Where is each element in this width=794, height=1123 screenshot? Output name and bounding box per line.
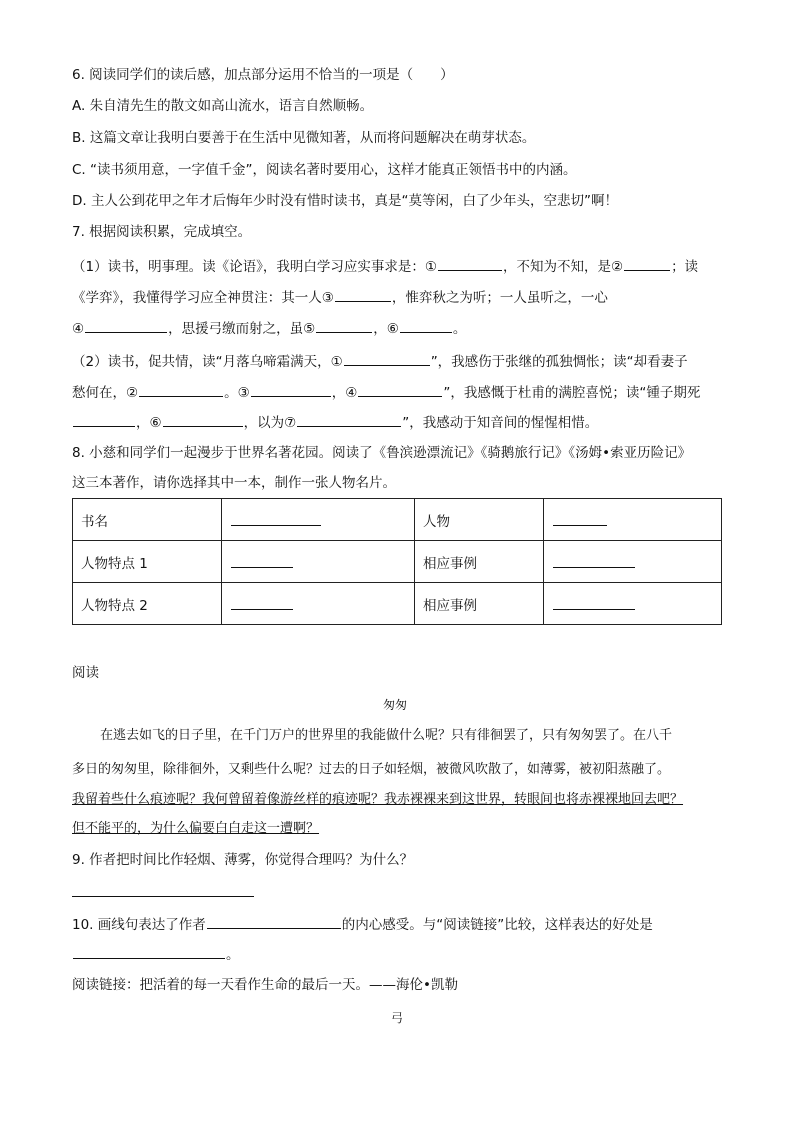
q7-p1-text-f: ④ bbox=[72, 321, 85, 337]
q7-p1-text-a: （1）读书，明事理。读《论语》，我明白学习应实事求是：① bbox=[72, 259, 437, 275]
q7-p2-blank-3[interactable] bbox=[251, 381, 331, 397]
q7-p2-text-a: （2）读书，促共情，读“月落乌啼霜满天，① bbox=[72, 354, 343, 370]
q10-text-a: 10. 画线句表达了作者 bbox=[72, 917, 206, 933]
table-row bbox=[73, 499, 722, 541]
example1-label: 相应事例 bbox=[415, 541, 544, 583]
book-label: 书名 bbox=[73, 499, 222, 541]
q10-blank-2[interactable] bbox=[73, 943, 225, 959]
passage-underlined-line1: 我留着些什么痕迹呢？我何曾留着像游丝样的痕迹呢？我赤裸裸来到这世界，转眼间也将赤裸裸地回去吧？ bbox=[72, 792, 684, 807]
q7-p2-text-g: ，⑥ bbox=[136, 415, 162, 431]
q7-blank-4[interactable] bbox=[85, 317, 167, 333]
q7-p1-text-h: ，⑥ bbox=[373, 321, 399, 337]
q7-p2-text-f: ”，我感慨于杜甫的满腔喜悦；读“锺子期死 bbox=[443, 385, 701, 401]
example2-label: 相应事例 bbox=[415, 583, 544, 625]
q7-p2-text-i: ”，我感动于知音间的惺惺相惜。 bbox=[402, 415, 599, 431]
person-cell bbox=[544, 499, 722, 541]
trait2-cell bbox=[222, 583, 415, 625]
passage-paragraph-line1: 在逃去如飞的日子里，在千门万户的世界里的我能做什么呢？只有徘徊罢了，只有匆匆罢了。在八千 bbox=[100, 728, 673, 743]
q7-p1-text-c: ；读 bbox=[671, 259, 699, 275]
q9-answer-line[interactable] bbox=[72, 896, 254, 897]
q7-p1-text-i: 。 bbox=[452, 321, 467, 337]
q7-blank-1[interactable] bbox=[438, 255, 502, 271]
q7-p2-text-e: ，④ bbox=[331, 385, 358, 401]
q7-p1-text-d: 《学弈》，我懂得学习应全神贯注：其一人③ bbox=[72, 290, 334, 306]
q7-p2-text-d: 。③ bbox=[224, 385, 250, 401]
q7-blank-2[interactable] bbox=[624, 255, 670, 271]
q7-p1-line3 bbox=[72, 317, 466, 339]
q10-text-b: 的内心感受。与“阅读链接”比较，这样表达的好处是 bbox=[341, 917, 653, 933]
q10-blank-1[interactable] bbox=[207, 913, 341, 929]
q7-p1-line1 bbox=[72, 255, 698, 277]
q7-blank-3[interactable] bbox=[335, 286, 391, 302]
q7-stem: 7. 根据阅读积累，完成填空。 bbox=[72, 224, 252, 240]
person-blank[interactable] bbox=[553, 510, 607, 526]
table-row bbox=[73, 541, 722, 583]
book-blank[interactable] bbox=[231, 510, 321, 526]
q7-p1-text-g: ，思援弓缴而射之，虽⑤ bbox=[168, 321, 316, 337]
q7-blank-6[interactable] bbox=[400, 317, 452, 333]
trait1-blank[interactable] bbox=[231, 552, 293, 568]
q10-end: 。 bbox=[226, 947, 240, 963]
q7-p2-line2 bbox=[72, 381, 700, 403]
page-footer-mark: 弓 bbox=[391, 1011, 404, 1025]
q8-stem-line1: 8. 小慈和同学们一起漫步于世界名著花园。阅读了《鲁滨逊漂流记》《骑鹅旅行记》《汤姆•索亚历险记》 bbox=[72, 445, 692, 461]
q6-option-b: B. 这篇文章让我明白要善于在生活中见微知著，从而将问题解决在萌芽状态。 bbox=[72, 130, 536, 146]
q7-p2-text-c: 愁何在，② bbox=[72, 385, 139, 401]
example2-cell bbox=[544, 583, 722, 625]
trait1-cell bbox=[222, 541, 415, 583]
q10-line1 bbox=[72, 913, 653, 935]
q7-p2-blank-1[interactable] bbox=[344, 350, 430, 366]
q6-option-d: D. 主人公到花甲之年才后悔年少时没有惜时读书，真是“莫等闲，白了少年头，空悲切”啊！ bbox=[72, 193, 618, 209]
example1-cell bbox=[544, 541, 722, 583]
q7-p2-text-b: ”，我感伤于张继的孤独惆怅；读“却看妻子 bbox=[430, 354, 688, 370]
passage-paragraph-line2: 多日的匆匆里，除徘徊外，又剩些什么呢？过去的日子如轻烟，被微风吹散了，如薄雾，被初阳蒸融了。 bbox=[72, 762, 671, 777]
q7-p1-line2 bbox=[72, 286, 608, 308]
q9-stem: 9. 作者把时间比作轻烟、薄雾，你觉得合理吗？为什么？ bbox=[72, 852, 414, 868]
q7-p2-blank-7[interactable] bbox=[297, 411, 401, 427]
q10-line2 bbox=[72, 943, 240, 965]
book-cell bbox=[222, 499, 415, 541]
q7-p2-blank-2[interactable] bbox=[139, 381, 223, 397]
q7-blank-5[interactable] bbox=[316, 317, 372, 333]
q7-p2-line3 bbox=[72, 411, 598, 433]
example2-blank[interactable] bbox=[553, 594, 635, 610]
q8-stem-line2: 这三本著作，请你选择其中一本，制作一张人物名片。 bbox=[72, 475, 396, 491]
q6-option-c: C. “读书须用意，一字值千金”，阅读名著时要用心，这样才能真正领悟书中的内涵。 bbox=[72, 162, 577, 178]
reading-link: 阅读链接：把活着的每一天看作生命的最后一天。——海伦•凯勒 bbox=[72, 977, 458, 993]
q6-option-a: A. 朱自清先生的散文如高山流水，语言自然顺畅。 bbox=[72, 98, 374, 114]
trait1-label: 人物特点 1 bbox=[73, 541, 222, 583]
q7-p2-line1 bbox=[72, 350, 688, 372]
q7-p1-text-e: ，惟弈秋之为听；一人虽听之，一心 bbox=[391, 290, 608, 306]
trait2-label: 人物特点 2 bbox=[73, 583, 222, 625]
q7-p1-text-b: ，不知为不知，是② bbox=[502, 259, 624, 275]
q7-p2-blank-5[interactable] bbox=[73, 411, 135, 427]
q7-p2-blank-6[interactable] bbox=[163, 411, 243, 427]
example1-blank[interactable] bbox=[553, 552, 635, 568]
character-card-table bbox=[72, 498, 722, 625]
trait2-blank[interactable] bbox=[231, 594, 293, 610]
passage-underlined-line2: 但不能平的，为什么偏要白白走这一遭啊？ bbox=[72, 821, 320, 836]
person-label: 人物 bbox=[415, 499, 544, 541]
q7-p2-blank-4[interactable] bbox=[358, 381, 442, 397]
q6-stem: 6. 阅读同学们的读后感，加点部分运用不恰当的一项是（ ） bbox=[72, 67, 454, 83]
reading-heading: 阅读 bbox=[72, 665, 99, 681]
q7-p2-text-h: ，以为⑦ bbox=[243, 415, 297, 431]
table-row bbox=[73, 583, 722, 625]
passage-title: 匆匆 bbox=[383, 698, 408, 712]
